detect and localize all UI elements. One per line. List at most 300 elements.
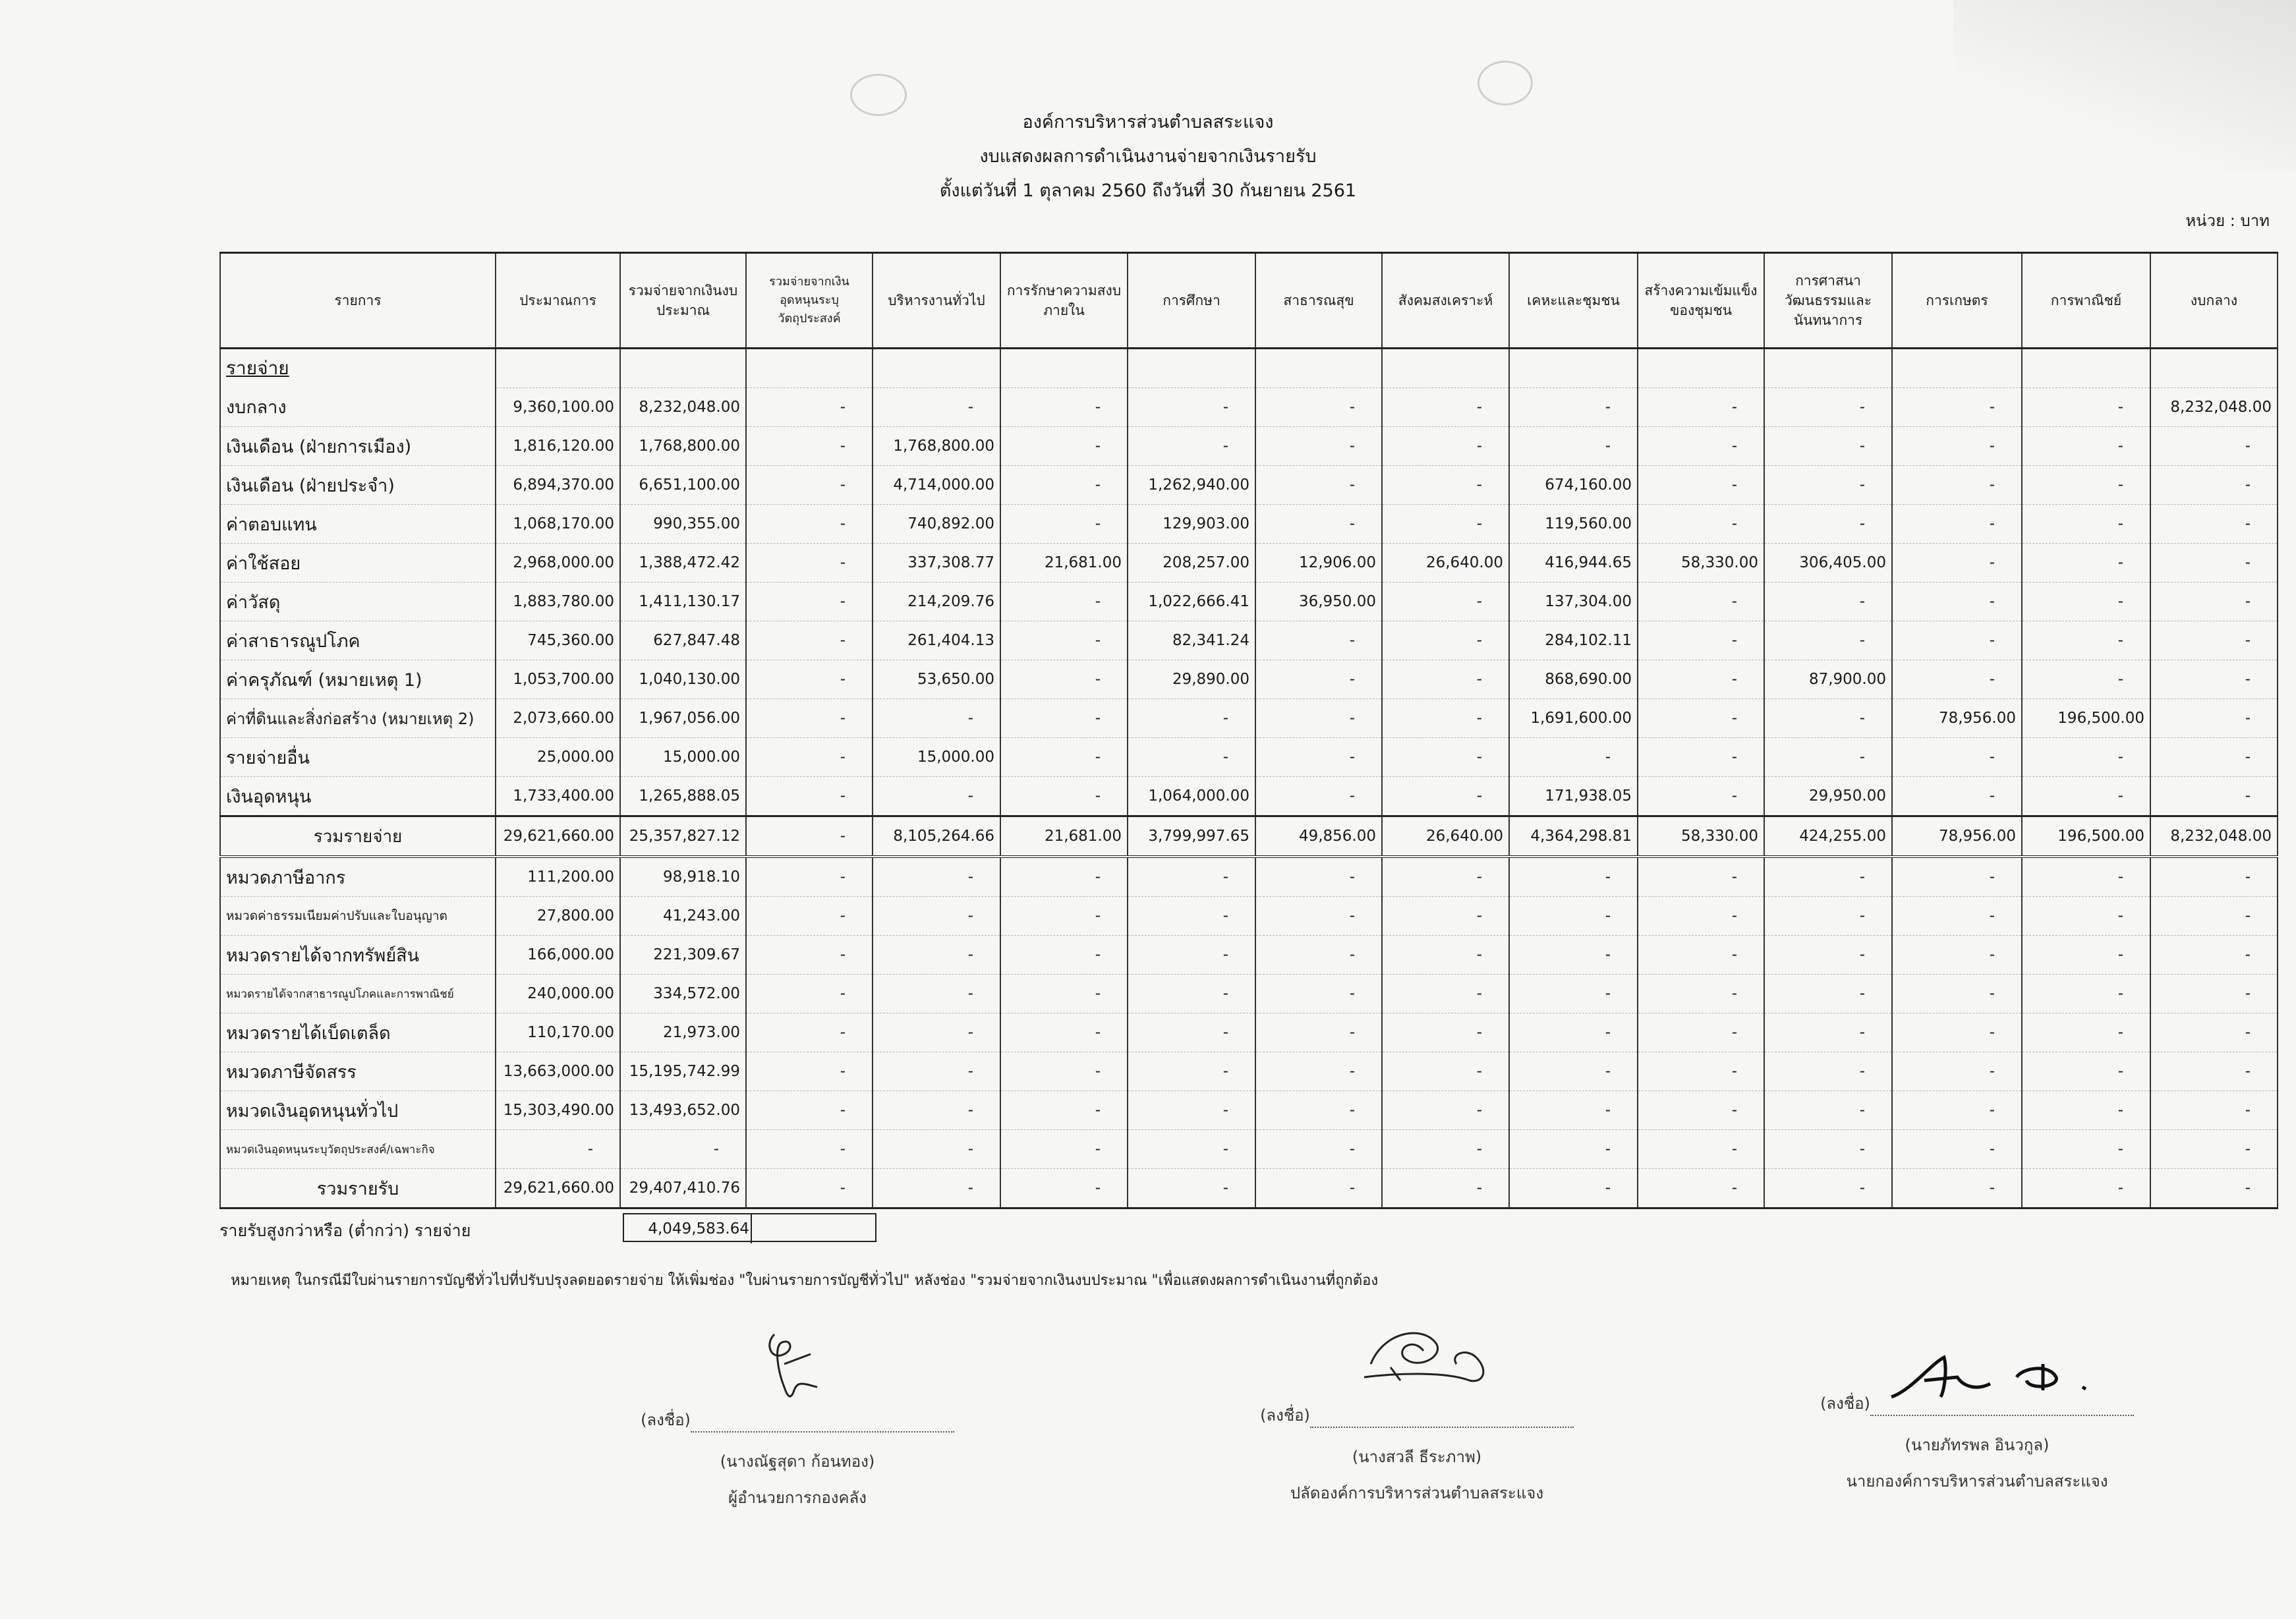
table-cell: - [746, 777, 873, 816]
table-cell: 8,232,048.00 [2150, 816, 2278, 857]
table-row [220, 544, 2278, 582]
table-cell: - [1255, 1052, 1382, 1091]
column-header: การพาณิชย์ [2022, 253, 2150, 349]
table-cell: - [1764, 466, 1892, 505]
table-cell: - [2022, 582, 2150, 621]
table-cell: - [1000, 582, 1128, 621]
table-cell: 1,022,666.41 [1128, 582, 1255, 621]
table-cell: - [1255, 505, 1382, 544]
table-cell: 745,360.00 [496, 621, 620, 660]
table-cell: - [2022, 427, 2150, 466]
table-cell: - [1000, 936, 1128, 975]
table-cell: 27,800.00 [496, 897, 620, 936]
table-cell: - [1764, 1091, 1892, 1130]
table-cell: 1,262,940.00 [1128, 466, 1255, 505]
table-row [220, 738, 2278, 777]
table-cell: 1,064,000.00 [1128, 777, 1255, 816]
table-cell: - [1892, 738, 2022, 777]
ledger-table [219, 252, 2278, 1209]
table-cell: - [1128, 936, 1255, 975]
column-header: การเกษตร [1892, 253, 2022, 349]
table-cell: 416,944.65 [1509, 544, 1638, 582]
table-cell: - [746, 1169, 873, 1208]
table-cell: - [1892, 1052, 2022, 1091]
table-cell: - [1764, 427, 1892, 466]
table-cell: - [1000, 738, 1128, 777]
table-cell: - [1764, 699, 1892, 738]
table-cell: - [1764, 505, 1892, 544]
table-row [220, 1013, 2278, 1052]
table-cell: - [1128, 1013, 1255, 1052]
table-cell: - [1892, 936, 2022, 975]
table-cell: - [873, 857, 1000, 897]
table-cell: - [873, 1130, 1000, 1169]
table-cell: 21,973.00 [620, 1013, 746, 1052]
table-row [220, 582, 2278, 621]
row-label: หมวดเงินอุดหนุนทั่วไป [220, 1091, 496, 1130]
table-cell: - [873, 1169, 1000, 1208]
table-cell: - [1764, 582, 1892, 621]
table-cell: - [1764, 1169, 1892, 1208]
row-label: หมวดรายได้จากทรัพย์สิน [220, 936, 496, 975]
table-cell: - [2150, 544, 2278, 582]
table-cell: - [873, 975, 1000, 1013]
column-header: บริหารงานทั่วไป [873, 253, 1000, 349]
table-cell: - [873, 936, 1000, 975]
unit-label: หน่วย : บาท [2185, 212, 2270, 230]
table-cell: - [2150, 777, 2278, 816]
table-cell: 29,890.00 [1128, 660, 1255, 699]
table-cell: - [1509, 427, 1638, 466]
org-name: องค์การบริหารส่วนตำบลสระแจง [1022, 112, 1274, 132]
table-cell: 26,640.00 [1382, 816, 1509, 857]
total-row [220, 816, 2278, 857]
table-cell: 137,304.00 [1509, 582, 1638, 621]
row-label: หมวดภาษีอากร [220, 857, 496, 897]
table-cell: - [1000, 897, 1128, 936]
table-cell: - [746, 427, 873, 466]
table-cell: - [1255, 1169, 1382, 1208]
table-cell: - [1382, 466, 1509, 505]
table-cell: - [746, 544, 873, 582]
row-label: เงินอุดหนุน [220, 777, 496, 816]
table-cell: - [1255, 1091, 1382, 1130]
table-cell: - [2150, 699, 2278, 738]
table-cell: - [1000, 1130, 1128, 1169]
table-cell: 25,357,827.12 [620, 816, 746, 857]
table-cell: 1,040,130.00 [620, 660, 746, 699]
table-cell: 334,572.00 [620, 975, 746, 1013]
table-cell: - [1255, 738, 1382, 777]
table-cell: - [1892, 544, 2022, 582]
table-cell: 58,330.00 [1638, 544, 1764, 582]
table-cell: - [1255, 621, 1382, 660]
table-cell: 1,967,056.00 [620, 699, 746, 738]
table-cell: - [1509, 738, 1638, 777]
table-cell: 1,053,700.00 [496, 660, 620, 699]
table-cell: - [1000, 1052, 1128, 1091]
table-row [220, 388, 2278, 427]
table-cell: 13,663,000.00 [496, 1052, 620, 1091]
table-cell: 6,894,370.00 [496, 466, 620, 505]
table-cell: - [2022, 1013, 2150, 1052]
surplus-row [219, 1218, 749, 1244]
table-cell: - [1382, 582, 1509, 621]
sign-prefix: (ลงชื่อ) [1820, 1394, 1870, 1413]
table-cell: - [2150, 975, 2278, 1013]
table-cell: - [1638, 1091, 1764, 1130]
table-cell: 12,906.00 [1255, 544, 1382, 582]
table-cell: - [1128, 897, 1255, 936]
table-cell: - [1000, 621, 1128, 660]
signer-position: นายกองค์การบริหารส่วนตำบลสระแจง [1846, 1472, 2108, 1491]
table-cell: 3,799,997.65 [1128, 816, 1255, 857]
table-row [220, 427, 2278, 466]
table-cell: - [1000, 975, 1128, 1013]
table-cell: - [1255, 975, 1382, 1013]
table-cell: - [1892, 582, 2022, 621]
signer-position: ผู้อำนวยการกองคลัง [728, 1489, 867, 1507]
table-cell: - [1764, 936, 1892, 975]
table-cell: 627,847.48 [620, 621, 746, 660]
table-cell: 240,000.00 [496, 975, 620, 1013]
table-cell: - [1255, 466, 1382, 505]
row-label: หมวดรายได้เบ็ดเตล็ด [220, 1013, 496, 1052]
table-cell: - [1382, 427, 1509, 466]
table-cell: - [1000, 1169, 1128, 1208]
table-cell: 26,640.00 [1382, 544, 1509, 582]
section-row [220, 349, 2278, 388]
table-cell: - [1638, 1052, 1764, 1091]
row-label: รวมรายจ่าย [220, 816, 496, 857]
table-cell: 1,768,800.00 [620, 427, 746, 466]
column-header: รวมจ่ายจากเงินอุดหนุนระบุวัตถุประสงค์ [746, 253, 873, 349]
table-cell: - [2150, 660, 2278, 699]
table-cell: - [746, 660, 873, 699]
table-cell: 1,768,800.00 [873, 427, 1000, 466]
table-cell: - [873, 897, 1000, 936]
table-row [220, 505, 2278, 544]
table-cell: - [1255, 1130, 1382, 1169]
table-cell: - [1382, 975, 1509, 1013]
table-cell: 2,073,660.00 [496, 699, 620, 738]
row-label: หมวดเงินอุดหนุนระบุวัตถุประสงค์/เฉพาะกิจ [220, 1130, 496, 1169]
table-cell: - [873, 699, 1000, 738]
table-cell: - [1382, 1130, 1509, 1169]
table-cell: - [1382, 1169, 1509, 1208]
table-cell: - [1128, 388, 1255, 427]
table-cell: - [2150, 582, 2278, 621]
table-cell: 2,968,000.00 [496, 544, 620, 582]
table-cell: - [1509, 857, 1638, 897]
table-cell: - [1509, 1052, 1638, 1091]
table-cell: 306,405.00 [1764, 544, 1892, 582]
column-header: รวมจ่ายจากเงินงบประมาณ [620, 253, 746, 349]
revenue-section [220, 857, 2278, 1208]
table-cell: - [1382, 660, 1509, 699]
document-header [0, 105, 2296, 208]
row-label: ค่าครุภัณฑ์ (หมายเหตุ 1) [220, 660, 496, 699]
table-cell: - [1128, 427, 1255, 466]
table-cell: - [2022, 1052, 2150, 1091]
table-cell: - [2150, 466, 2278, 505]
table-cell: - [1000, 1091, 1128, 1130]
table-row [220, 857, 2278, 897]
row-label: เงินเดือน (ฝ่ายประจำ) [220, 466, 496, 505]
table-cell: 49,856.00 [1255, 816, 1382, 857]
table-cell: 1,691,600.00 [1509, 699, 1638, 738]
table-cell: - [1382, 699, 1509, 738]
table-cell: - [1255, 777, 1382, 816]
table-cell: 740,892.00 [873, 505, 1000, 544]
table-cell: 8,105,264.66 [873, 816, 1000, 857]
table-cell: 1,411,130.17 [620, 582, 746, 621]
table-cell: - [1764, 857, 1892, 897]
table-cell: - [1000, 857, 1128, 897]
table-cell: - [746, 505, 873, 544]
table-cell: - [746, 1130, 873, 1169]
table-cell: - [873, 777, 1000, 816]
table-cell: - [1128, 1130, 1255, 1169]
table-cell: - [746, 466, 873, 505]
table-cell: - [2022, 388, 2150, 427]
table-cell: 110,170.00 [496, 1013, 620, 1052]
signature-block [1226, 1402, 1608, 1506]
table-cell: - [1128, 1091, 1255, 1130]
table-cell: - [1892, 1169, 2022, 1208]
table-cell: - [1892, 466, 2022, 505]
row-label: ค่าใช้สอย [220, 544, 496, 582]
table-row [220, 975, 2278, 1013]
table-cell: 1,388,472.42 [620, 544, 746, 582]
table-cell: - [1509, 936, 1638, 975]
table-cell: - [1892, 1130, 2022, 1169]
table-cell: - [1638, 427, 1764, 466]
table-cell: - [1000, 427, 1128, 466]
table-cell: - [1638, 936, 1764, 975]
signature-block [626, 1407, 969, 1510]
table-cell: 87,900.00 [1764, 660, 1892, 699]
table-cell: - [1000, 466, 1128, 505]
table-cell: 21,681.00 [1000, 816, 1128, 857]
table-cell: - [2022, 466, 2150, 505]
table-cell: - [2150, 897, 2278, 936]
table-cell: - [746, 582, 873, 621]
table-cell: - [2022, 975, 2150, 1013]
row-label: ค่าสาธารณูปโภค [220, 621, 496, 660]
table-cell: - [1509, 975, 1638, 1013]
table-cell: - [2022, 660, 2150, 699]
handwritten-signature [1351, 1318, 1509, 1397]
signature-block [1793, 1390, 2162, 1494]
table-header-row [220, 253, 2278, 349]
table-cell: 196,500.00 [2022, 699, 2150, 738]
table-cell: 214,209.76 [873, 582, 1000, 621]
report-period: ตั้งแต่วันที่ 1 ตุลาคม 2560 ถึงวันที่ 30 กันยายน 2561 [939, 181, 1357, 201]
table-cell: - [2022, 544, 2150, 582]
table-cell: - [1764, 975, 1892, 1013]
row-label: ค่าตอบแทน [220, 505, 496, 544]
table-cell: 1,265,888.05 [620, 777, 746, 816]
table-cell: - [746, 1091, 873, 1130]
table-cell: 8,232,048.00 [2150, 388, 2278, 427]
table-cell: 1,816,120.00 [496, 427, 620, 466]
row-label: ค่าวัสดุ [220, 582, 496, 621]
sign-prefix: (ลงชื่อ) [641, 1411, 691, 1429]
table-cell: - [1764, 738, 1892, 777]
table-cell: - [2022, 738, 2150, 777]
table-cell: - [2150, 1169, 2278, 1208]
table-cell: 221,309.67 [620, 936, 746, 975]
table-cell: 13,493,652.00 [620, 1091, 746, 1130]
table-cell: - [1638, 660, 1764, 699]
table-cell: - [2022, 777, 2150, 816]
table-cell: 29,407,410.76 [620, 1169, 746, 1208]
scan-hole-mark [1478, 61, 1533, 105]
table-cell: - [746, 621, 873, 660]
row-label: ค่าที่ดินและสิ่งก่อสร้าง (หมายเหตุ 2) [220, 699, 496, 738]
table-cell: 82,341.24 [1128, 621, 1255, 660]
table-cell: 29,621,660.00 [496, 816, 620, 857]
table-cell: 111,200.00 [496, 857, 620, 897]
table-cell: - [1382, 1091, 1509, 1130]
signer-name: (นางสวลี ธีระภาพ) [1352, 1448, 1482, 1466]
table-cell: - [1892, 1013, 2022, 1052]
column-header: งบกลาง [2150, 253, 2278, 349]
table-cell: - [2022, 857, 2150, 897]
table-cell: - [1382, 621, 1509, 660]
table-cell: - [746, 1013, 873, 1052]
table-cell: - [1255, 857, 1382, 897]
table-cell: - [873, 1052, 1000, 1091]
table-cell: - [746, 897, 873, 936]
table-cell: - [1892, 621, 2022, 660]
table-cell: - [2150, 936, 2278, 975]
table-cell: 8,232,048.00 [620, 388, 746, 427]
table-cell: - [1255, 427, 1382, 466]
table-cell: - [1764, 897, 1892, 936]
table-cell: - [1892, 857, 2022, 897]
table-cell: - [1892, 505, 2022, 544]
table-cell: - [2150, 1130, 2278, 1169]
table-cell: - [1509, 388, 1638, 427]
row-label: เงินเดือน (ฝ่ายการเมือง) [220, 427, 496, 466]
table-cell: 4,714,000.00 [873, 466, 1000, 505]
table-cell: - [1509, 1013, 1638, 1052]
table-cell: - [2022, 505, 2150, 544]
table-cell: - [1638, 505, 1764, 544]
table-cell: - [2150, 1091, 2278, 1130]
column-header: การรักษาความสงบภายใน [1000, 253, 1128, 349]
table-row [220, 1091, 2278, 1130]
column-header: รายการ [220, 253, 496, 349]
table-cell: 868,690.00 [1509, 660, 1638, 699]
table-cell: - [1509, 1169, 1638, 1208]
report-title: งบแสดงผลการดำเนินงานจ่ายจากเงินรายรับ [979, 146, 1317, 167]
table-cell: - [746, 975, 873, 1013]
table-cell: - [1000, 699, 1128, 738]
table-cell: - [1000, 1013, 1128, 1052]
row-label: รวมรายรับ [220, 1169, 496, 1208]
table-cell: 29,950.00 [1764, 777, 1892, 816]
table-cell: - [2022, 621, 2150, 660]
table-cell: 261,404.13 [873, 621, 1000, 660]
signer-position: ปลัดองค์การบริหารส่วนตำบลสระแจง [1290, 1484, 1544, 1502]
table-row [220, 699, 2278, 738]
table-cell: - [1638, 699, 1764, 738]
column-header: สังคมสงเคราะห์ [1382, 253, 1509, 349]
table-cell: - [620, 1130, 746, 1169]
table-cell: - [1382, 936, 1509, 975]
table-cell: 196,500.00 [2022, 816, 2150, 857]
table-row [220, 621, 2278, 660]
table-cell: - [1764, 1052, 1892, 1091]
table-cell: 25,000.00 [496, 738, 620, 777]
table-cell: 166,000.00 [496, 936, 620, 975]
table-cell: - [746, 1052, 873, 1091]
table-cell: - [1382, 505, 1509, 544]
column-header: เคหะและชุมชน [1509, 253, 1638, 349]
table-cell: - [1128, 738, 1255, 777]
table-cell: - [2150, 738, 2278, 777]
table-cell: 36,950.00 [1255, 582, 1382, 621]
table-cell: - [746, 738, 873, 777]
table-cell: - [1638, 582, 1764, 621]
table-cell: - [1128, 1169, 1255, 1208]
table-cell: - [1892, 975, 2022, 1013]
table-cell: - [746, 816, 873, 857]
table-cell: - [746, 936, 873, 975]
row-label: หมวดรายได้จากสาธารณูปโภคและการพาณิชย์ [220, 975, 496, 1013]
table-cell: 29,621,660.00 [496, 1169, 620, 1208]
table-cell: - [2150, 857, 2278, 897]
column-header: ประมาณการ [496, 253, 620, 349]
table-row [220, 466, 2278, 505]
table-cell: - [1000, 660, 1128, 699]
table-row [220, 660, 2278, 699]
table-cell: 284,102.11 [1509, 621, 1638, 660]
table-cell: - [2150, 427, 2278, 466]
column-header: การศาสนาวัฒนธรรมและนันทนาการ [1764, 253, 1892, 349]
table-cell: - [1892, 1091, 2022, 1130]
table-cell: - [746, 857, 873, 897]
signer-name: (นางณัฐสุดา ก้อนทอง) [720, 1452, 875, 1471]
table-cell: - [873, 1013, 1000, 1052]
table-cell: - [1638, 388, 1764, 427]
table-cell: 337,308.77 [873, 544, 1000, 582]
table-cell: - [1382, 777, 1509, 816]
table-cell: - [746, 388, 873, 427]
table-cell: - [496, 1130, 620, 1169]
table-cell: - [2022, 897, 2150, 936]
table-cell: 41,243.00 [620, 897, 746, 936]
table-cell: - [1255, 897, 1382, 936]
table-cell: - [2022, 1091, 2150, 1130]
table-cell: - [746, 699, 873, 738]
table-cell: - [1892, 777, 2022, 816]
table-cell: - [2022, 936, 2150, 975]
table-cell: - [2150, 505, 2278, 544]
table-cell: - [1764, 1013, 1892, 1052]
column-header: การศึกษา [1128, 253, 1255, 349]
table-cell: - [1382, 388, 1509, 427]
row-label: หมวดภาษีจัดสรร [220, 1052, 496, 1091]
table-cell: - [1509, 1091, 1638, 1130]
sign-prefix: (ลงชื่อ) [1260, 1406, 1310, 1425]
table-cell: - [1638, 466, 1764, 505]
table-row [220, 1052, 2278, 1091]
table-cell: 129,903.00 [1128, 505, 1255, 544]
